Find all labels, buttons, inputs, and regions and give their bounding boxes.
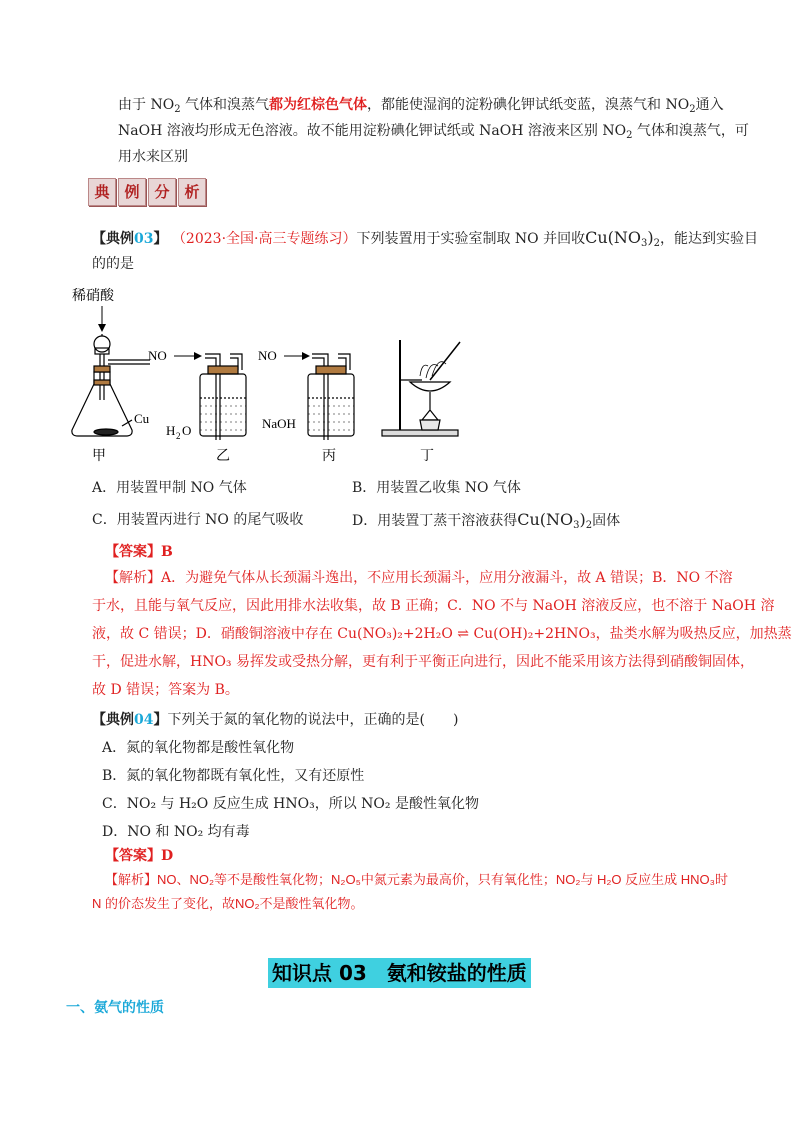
ex04-option-c: C．NO₂ 与 H₂O 反应生成 HNO₃，所以 NO₂ 是酸性氧化物 xyxy=(102,796,479,812)
intro-line-3: 用水来区别 xyxy=(118,149,188,165)
svg-text:Cu: Cu xyxy=(134,411,150,426)
apparatus-bing xyxy=(308,354,354,440)
caption-bing: 丙 xyxy=(322,449,336,464)
ex03-option-d: D．用装置丁蒸干溶液获得$Cu(NO_3)_2$固体 xyxy=(352,510,621,531)
apparatus-yi xyxy=(200,354,246,440)
apparatus-ding xyxy=(382,340,460,436)
knowledge-point-banner: 知识点 03 氨和铵盐的性质 xyxy=(268,958,531,988)
caption-jia: 甲 xyxy=(92,449,106,464)
ex04-option-d: D．NO 和 NO₂ 均有毒 xyxy=(102,824,250,840)
ex03-analysis-3: 液，故 C 错误；D．硝酸铜溶液中存在 Cu(NO₃)₂+2H₂O ⇌ Cu(OH)₂+2HNO₃，盐类水解为吸热反应，加热蒸 xyxy=(92,626,792,642)
subheading-ammonia-properties: 一、氨气的性质 xyxy=(66,1000,164,1016)
ex03-analysis-5: 故 D 错误；答案为 B。 xyxy=(92,682,239,698)
chip-1: 典 xyxy=(88,178,116,206)
ex03-question-line-2: 的的是 xyxy=(92,256,134,272)
chip-2: 例 xyxy=(118,178,146,206)
chip-4: 析 xyxy=(178,178,206,206)
ex04-answer: 【答案】D xyxy=(105,848,174,864)
ex04-analysis-1: 【解析】NO、NO₂等不是酸性氧化物；N₂O₅中氮元素为最高价，只有氧化性；NO₂与 H₂O 反应生成 HNO₃时 xyxy=(105,872,728,887)
ex03-question-line-1: 【典例03】 （2023·全国·高三专题练习）下列装置用于实验室制取 NO 并回收$Cu(NO_3)_2$，能达到实验目 xyxy=(92,228,759,249)
intro-line-2: NaOH 溶液均形成无色溶液。故不能用淀粉碘化钾试纸或 NaOH 溶液来区别 $NO_2$ 气体和溴蒸气，可 xyxy=(118,123,749,141)
ex03-analysis-4: 干，促进水解，HNO₃ 易挥发或受热分解，更有利于平衡正向进行，因此不能采用该方法得到硝酸铜固体， xyxy=(92,654,754,670)
ex03-answer: 【答案】B xyxy=(105,544,173,560)
svg-text:O: O xyxy=(182,423,192,438)
svg-text:NO: NO xyxy=(258,348,277,363)
apparatus-figure xyxy=(70,280,470,465)
caption-yi: 乙 xyxy=(216,449,230,464)
ex04-option-b: B．氮的氧化物都既有氧化性，又有还原性 xyxy=(102,768,365,784)
ex04-question: 【典例04】下列关于氮的氧化物的说法中，正确的是( ) xyxy=(92,712,459,728)
svg-text:H: H xyxy=(166,423,176,438)
caption-ding: 丁 xyxy=(420,449,434,464)
ex03-option-c: C．用装置丙进行 NO 的尾气吸收 xyxy=(92,512,304,528)
svg-text:NO: NO xyxy=(148,348,167,363)
chip-3: 分 xyxy=(148,178,176,206)
section-heading-example-analysis xyxy=(88,178,208,206)
ex03-option-b: B．用装置乙收集 NO 气体 xyxy=(352,480,521,496)
ex03-option-a: A．用装置甲制 NO 气体 xyxy=(92,480,247,496)
svg-text:NaOH: NaOH xyxy=(262,416,296,431)
ex04-option-a: A．氮的氧化物都是酸性氧化物 xyxy=(102,740,295,756)
ex03-analysis-1: 【解析】A．为避免气体从长颈漏斗逸出，不应用长颈漏斗，应用分液漏斗，故 A 错误；B．NO 不溶 xyxy=(105,570,733,586)
acid-label: 稀硝酸 xyxy=(72,289,114,304)
ex03-source: （2023·全国·高三专题练习） xyxy=(171,231,357,247)
intro-line-1: 由于 $NO_2$ 气体和溴蒸气都为红棕色气体，都能使湿润的淀粉碘化钾试纸变蓝，溴蒸气和 $NO_2$通入 xyxy=(118,97,724,115)
ex03-analysis-2: 于水，且能与氧气反应，因此用排水法收集，故 B 正确；C．NO 不与 NaOH 溶液反应，也不溶于 NaOH 溶 xyxy=(92,598,775,614)
svg-text:2: 2 xyxy=(176,431,181,441)
ex04-analysis-2: N 的价态发生了变化，故NO₂不是酸性氧化物。 xyxy=(92,896,364,911)
